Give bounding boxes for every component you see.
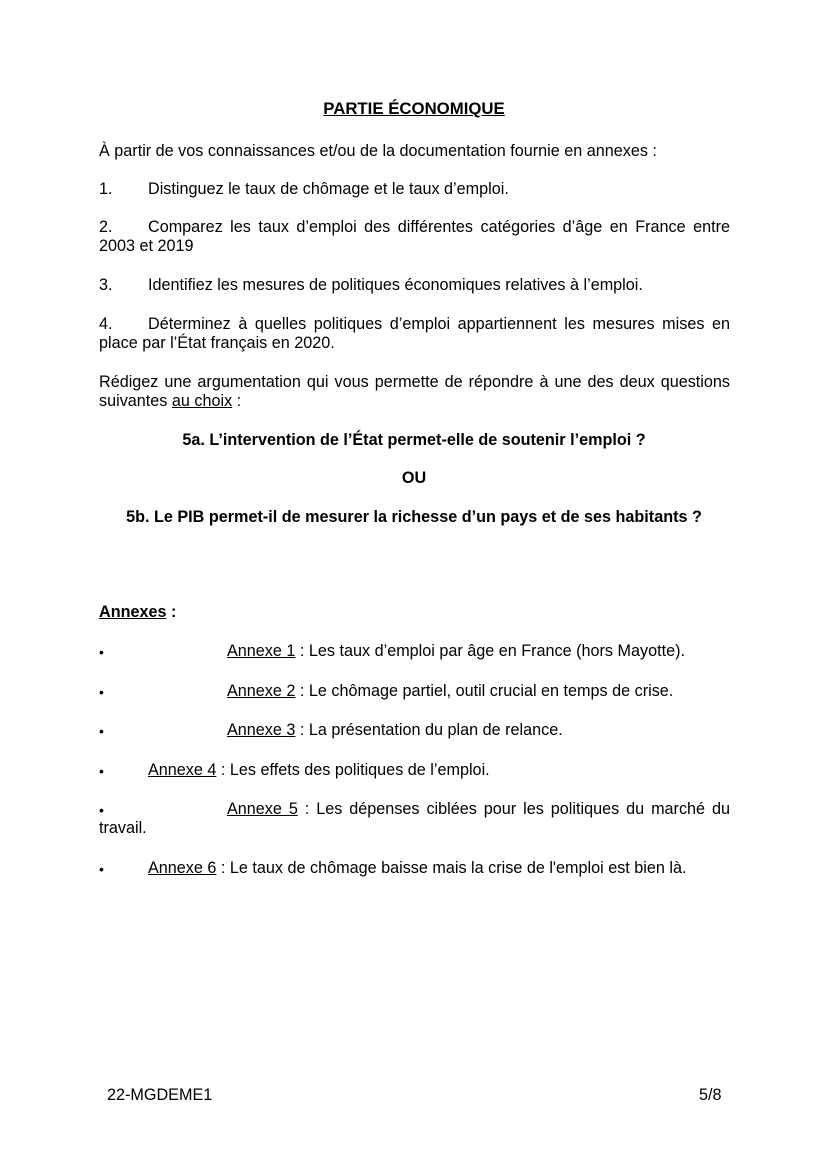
annexe-6-label: Annexe 6 <box>148 859 217 877</box>
or-separator: OU <box>401 469 427 487</box>
annexe-4-text: : Les effets des politiques de l’emploi. <box>216 761 490 779</box>
argument-line-2-prefix: suivantes <box>99 392 172 410</box>
intro-text: À partir de vos connaissances et/ou de la documentation fournie en annexes : <box>99 142 657 160</box>
footer-page-number: 5/8 <box>699 1086 722 1104</box>
question-4-continuation: place par l’État français en 2020. <box>99 334 335 352</box>
annexes-heading <box>99 603 176 622</box>
page-title: PARTIE ÉCONOMIQUE <box>323 99 505 118</box>
annexe-4-item <box>148 761 490 780</box>
question-2-number: 2. <box>99 218 113 236</box>
question-5a: 5a. L’intervention de l’État permet-elle de soutenir l’emploi ? <box>182 431 646 449</box>
bullet-2: • <box>99 684 104 700</box>
argument-line-2 <box>99 392 241 411</box>
annexe-6-item <box>148 859 686 878</box>
question-2-continuation: 2003 et 2019 <box>99 237 194 255</box>
question-3-number: 3. <box>99 276 113 294</box>
annexe-1-item <box>227 642 685 661</box>
question-1-text: Distinguez le taux de chômage et le taux d’emploi. <box>148 180 509 198</box>
au-choix-underlined: au choix <box>171 392 233 410</box>
annexe-3-label: Annexe 3 <box>227 721 296 739</box>
bullet-1: • <box>99 644 104 660</box>
annexe-6-text: : Le taux de chômage baisse mais la crise de l'emploi est bien là. <box>216 859 687 877</box>
annexe-5-continuation: travail. <box>99 819 147 837</box>
footer-exam-code: 22-MGDEME1 <box>107 1086 213 1104</box>
annexe-1-label: Annexe 1 <box>227 642 296 660</box>
question-2-text: Comparez les taux d’emploi des différentes catégories d’âge en France entre <box>148 218 730 236</box>
annexe-2-label: Annexe 2 <box>227 682 296 700</box>
annexe-5-item <box>227 800 730 819</box>
annexes-heading-colon: : <box>166 603 177 621</box>
question-5b: 5b. Le PIB permet-il de mesurer la richesse d’un pays et de ses habitants ? <box>126 508 702 526</box>
bullet-6: • <box>99 861 104 877</box>
annexe-1-text: : Les taux d’emploi par âge en France (hors Mayotte). <box>295 642 685 660</box>
annexe-4-label: Annexe 4 <box>148 761 217 779</box>
bullet-3: • <box>99 723 104 739</box>
argument-line-1: Rédigez une argumentation qui vous permette de répondre à une des deux questions <box>99 373 730 391</box>
annexe-2-text: : Le chômage partiel, outil crucial en temps de crise. <box>295 682 674 700</box>
question-3-text: Identifiez les mesures de politiques économiques relatives à l’emploi. <box>148 276 643 294</box>
argument-line-2-suffix: : <box>232 392 242 410</box>
annexe-3-item <box>227 721 563 740</box>
annexe-5-text: : Les dépenses ciblées pour les politiques du marché du <box>297 800 730 818</box>
annexe-3-text: : La présentation du plan de relance. <box>295 721 563 739</box>
bullet-4: • <box>99 763 104 779</box>
annexes-heading-label: Annexes <box>99 603 167 621</box>
annexe-5-label: Annexe 5 <box>227 800 298 818</box>
question-1-number: 1. <box>99 180 113 198</box>
annexe-2-item <box>227 682 673 701</box>
question-4-text: Déterminez à quelles politiques d’emploi appartiennent les mesures mises en <box>148 315 730 333</box>
bullet-5: • <box>99 802 104 818</box>
question-4-number: 4. <box>99 315 113 333</box>
